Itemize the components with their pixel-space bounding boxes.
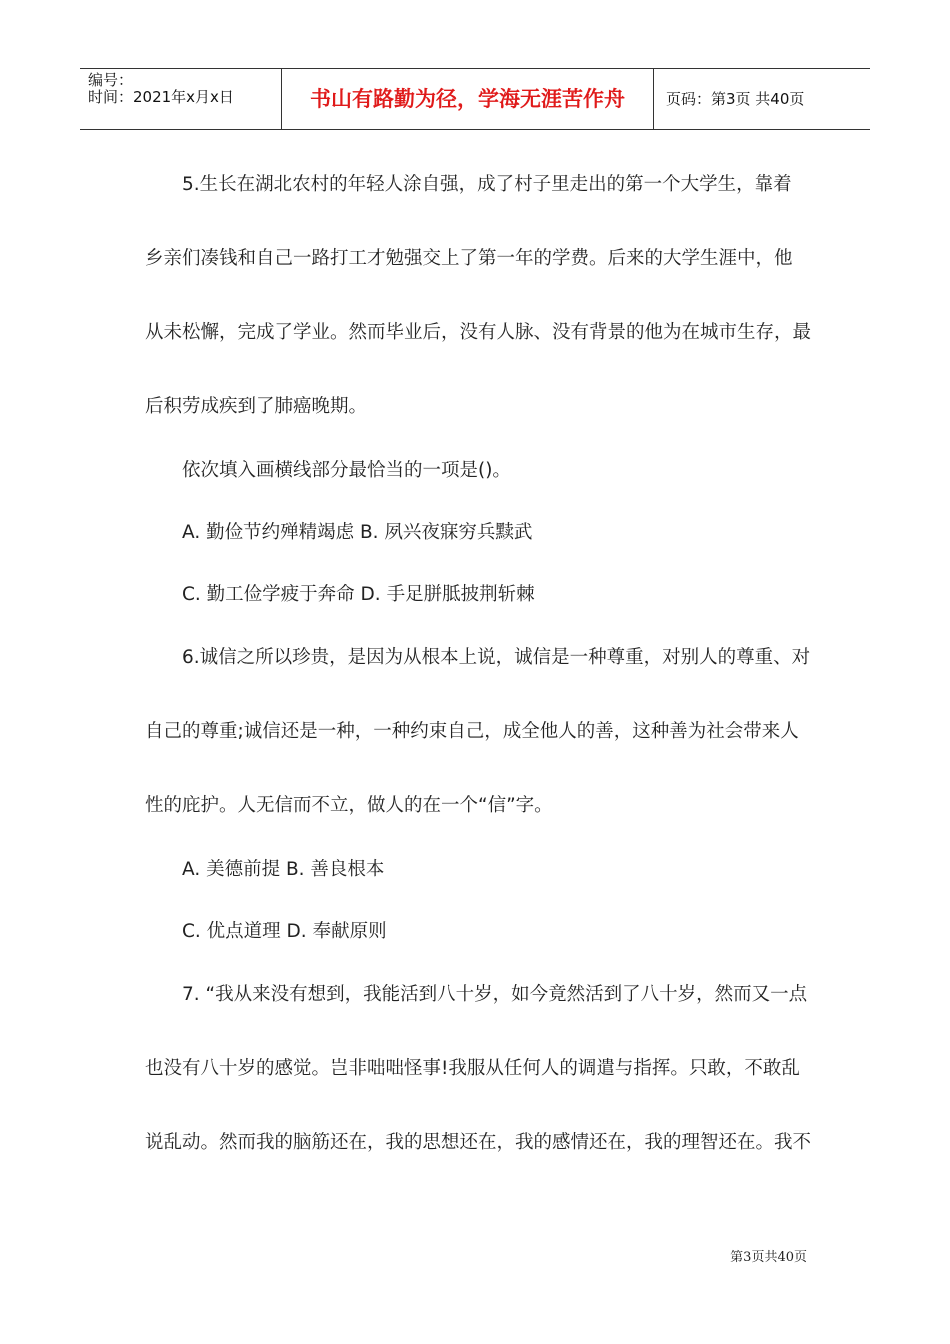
page-header — [80, 68, 870, 130]
text-line: 从未松懈，完成了学业。然而毕业后，没有人脉、没有背景的他为在城市生存，最 — [145, 322, 812, 343]
text-line: 5.生长在湖北农村的年轻人涂自强，成了村子里走出的第一个大学生，靠着 — [182, 174, 792, 195]
header-meta-cell — [80, 69, 282, 129]
question-prompt: 依次填入画横线部分最恰当的一项是()。 — [182, 460, 511, 481]
text-line: 乡亲们凑钱和自己一路打工才勉强交上了第一年的学费。后来的大学生涯中，他 — [145, 248, 793, 269]
document-date-label: 时间：2021年x月x日 — [88, 88, 234, 106]
text-line: 7. “我从来没有想到，我能活到八十岁，如今竟然活到了八十岁，然而又一点 — [182, 984, 808, 1005]
header-motto: 书山有路勤为径，学海无涯苦作舟 — [282, 69, 654, 129]
document-code-label: 编号： — [88, 71, 134, 89]
text-line: 性的庇护。人无信而不立，做人的在一个“信”字。 — [145, 795, 553, 816]
text-line: 也没有八十岁的感觉。岂非咄咄怪事!我服从任何人的调遣与指挥。只敢，不敢乱 — [145, 1058, 800, 1079]
answer-options: C. 勤工俭学疲于奔命 D. 手足胼胝披荆斩棘 — [182, 584, 535, 605]
answer-options: A. 美德前提 B. 善良根本 — [182, 859, 385, 880]
answer-options: C. 优点道理 D. 奉献原则 — [182, 921, 387, 942]
answer-options: A. 勤俭节约殚精竭虑 B. 夙兴夜寐穷兵黩武 — [182, 522, 533, 543]
text-line: 说乱动。然而我的脑筋还在，我的思想还在，我的感情还在，我的理智还在。我不 — [145, 1132, 812, 1153]
text-line: 自己的尊重;诚信还是一种，一种约束自己，成全他人的善，这种善为社会带来人 — [145, 721, 799, 742]
text-line: 6.诚信之所以珍贵，是因为从根本上说，诚信是一种尊重，对别人的尊重、对 — [182, 647, 811, 668]
header-page-info: 页码：第3页 共40页 — [666, 90, 805, 108]
text-line: 后积劳成疾到了肺癌晚期。 — [145, 396, 368, 417]
page-footer: 第3页共40页 — [730, 1250, 807, 1265]
